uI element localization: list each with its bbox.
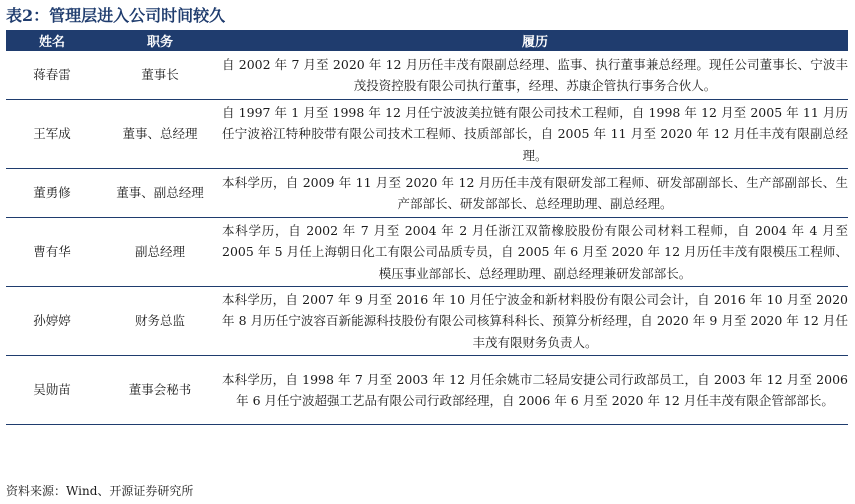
person-name: 吴勋苗	[6, 356, 98, 425]
person-position: 董事、副总经理	[98, 169, 222, 218]
table-row	[6, 287, 848, 356]
person-resume: 本科学历，自 2002 年 7 月至 2004 年 2 月任浙江双箭橡胶股份有限公司材料工程师，自 2004 年 4 月至 2005 年 5 月任上海朝日化工有限公司品质专员，自 2005 年 6 月至 2020 年 12 月历任丰茂有限模压工程师、模压事业部部长、总经理助理、副总经理兼研发部部长。	[222, 218, 848, 287]
table-title: 表2：管理层进入公司时间较久	[6, 6, 226, 25]
person-position: 财务总监	[98, 287, 222, 356]
person-resume: 本科学历，自 2007 年 9 月至 2016 年 10 月任宁波金和新材料股份有限公司会计，自 2016 年 10 月至 2020 年 8 月历任宁波容百新能源科技股份有限公司核算科科长、预算分析经理，自 2020 年 9 月至 2020 年 12 月任丰茂有限财务负责人。	[222, 287, 848, 356]
table-row	[6, 356, 848, 425]
management-table	[6, 30, 848, 425]
person-name: 蒋春雷	[6, 51, 98, 100]
column-header-position: 职务	[98, 30, 222, 51]
table-header-row	[6, 30, 848, 51]
table-row	[6, 100, 848, 169]
person-position: 董事长	[98, 51, 222, 100]
person-position: 董事会秘书	[98, 356, 222, 425]
person-name: 孙婷婷	[6, 287, 98, 356]
table-row	[6, 51, 848, 100]
person-name: 王军成	[6, 100, 98, 169]
person-name: 曹有华	[6, 218, 98, 287]
person-name: 董勇修	[6, 169, 98, 218]
person-resume: 本科学历，自 2009 年 11 月至 2020 年 12 月历任丰茂有限研发部工程师、研发部副部长、生产部副部长、生产部部长、研发部部长、总经理助理、副总经理。	[222, 169, 848, 218]
person-resume: 自 2002 年 7 月至 2020 年 12 月历任丰茂有限副总经理、监事、执行董事兼总经理。现任公司董事长、宁波丰茂投资控股有限公司执行董事，经理、苏康企管执行事务合伙人。	[222, 51, 848, 100]
column-header-name: 姓名	[6, 30, 98, 51]
person-position: 副总经理	[98, 218, 222, 287]
column-header-resume: 履历	[222, 30, 848, 51]
person-resume: 本科学历，自 1998 年 7 月至 2003 年 12 月任余姚市二轻局安捷公司行政部员工，自 2003 年 12 月至 2006 年 6 月任宁波超强工艺品有限公司行政部经理，自 2006 年 6 月至 2020 年 12 月任丰茂有限企管部部长。	[222, 356, 848, 425]
person-position: 董事、总经理	[98, 100, 222, 169]
table-row	[6, 218, 848, 287]
table-row	[6, 169, 848, 218]
person-resume: 自 1997 年 1 月至 1998 年 12 月任宁波波美拉链有限公司技术工程师，自 1998 年 12 月至 2005 年 11 月历任宁波裕江特种胶带有限公司技术工程师、技质部部长，自 2005 年 11 月至 2020 年 12 月任丰茂有限副总经理。	[222, 100, 848, 169]
source-note: 资料来源：Wind、开源证券研究所	[6, 484, 194, 498]
